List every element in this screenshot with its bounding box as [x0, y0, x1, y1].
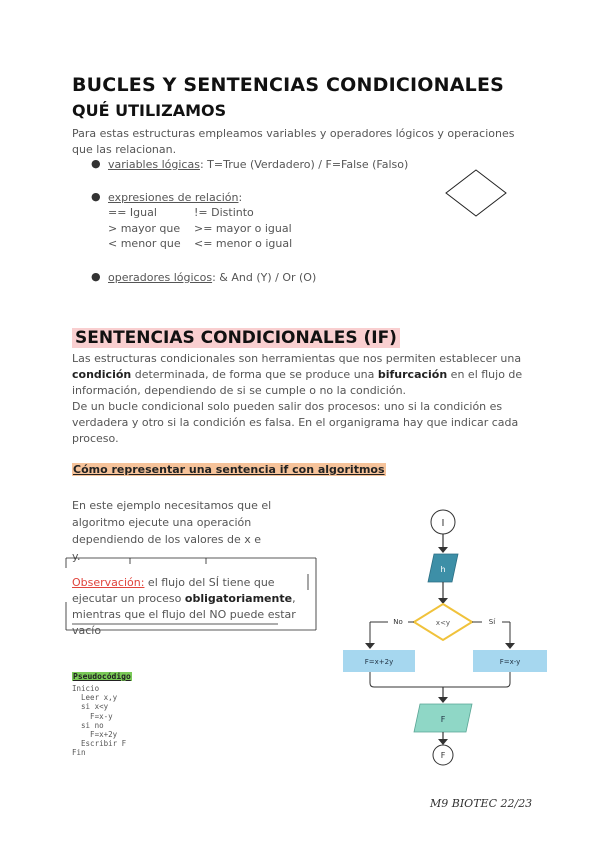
flowchart-process-right-label: F=x-y: [499, 658, 521, 666]
obs-text: el flujo del SÍ tiene que ejecutar un proceso: [72, 576, 275, 605]
operators-label: operadores lógicos: [108, 271, 213, 284]
operators-text: : & And (Y) / Or (O): [212, 271, 317, 284]
howto-heading: Cómo representar una sentencia if con algoritmos: [73, 463, 385, 476]
logic-vars-text: : T=True (Verdadero) / F=False (Falso): [199, 158, 409, 171]
flowchart-decision-label: x<y: [435, 619, 451, 627]
bold-condition: condición: [72, 368, 132, 381]
conditionals-paragraph: [72, 351, 532, 447]
flowchart-yes-label: Sí: [488, 618, 496, 626]
bullet-icon: ●: [91, 190, 101, 203]
relation-b: != Distinto: [194, 206, 254, 219]
bold-bifurcation: bifurcación: [377, 368, 448, 381]
flowchart-start-label: I: [441, 518, 445, 529]
page-title: BUCLES Y SENTENCIAS CONDICIONALES: [72, 74, 505, 96]
obs-text: , mientras que el flujo del NO puede estar vacío: [72, 592, 296, 637]
relation-row: [108, 236, 292, 252]
bold-mandatory: obligatoriamente: [184, 592, 293, 605]
observation-label: Observación:: [72, 576, 145, 589]
section-title-conditionals: SENTENCIAS CONDICIONALES (IF): [72, 328, 400, 348]
relation-a: > mayor que: [108, 221, 181, 235]
list-item-logic-vars: [108, 157, 408, 173]
flowchart: [330, 505, 560, 775]
example-paragraph: En este ejemplo necesitamos que el algoritmo ejecute una operación dependiendo de los valores de x e y.: [72, 499, 272, 563]
relation-b: <= menor o igual: [194, 237, 293, 250]
list-item-relations: [108, 190, 242, 206]
intro-paragraph: Para estas estructuras empleamos variables y operadores lógicos y operaciones que las relacionan.: [72, 127, 515, 156]
relations-colon: :: [238, 191, 243, 204]
para-text: determinada, de forma que se produce una: [131, 368, 378, 381]
relations-table: [108, 205, 292, 252]
relations-label: expresiones de relación: [108, 191, 239, 204]
relation-a: == Igual: [108, 206, 157, 219]
para-text: Las estructuras condicionales son herramientas que nos permiten establecer una: [72, 352, 522, 365]
bullet-icon: ●: [91, 157, 101, 170]
relation-row: [108, 205, 292, 221]
section-title-tools: QUÉ UTILIZAMOS: [72, 101, 227, 120]
pseudocode-label: Pseudocódigo: [73, 672, 131, 681]
list-item-operators: [108, 270, 316, 286]
para-text-2: De un bucle condicional solo pueden salir dos procesos: uno si la condición es verdadera y otro si la condición es falsa. En el organigrama hay que indicar cada proceso.: [72, 400, 519, 445]
logic-vars-label: variables lógicas: [108, 158, 200, 171]
para-text: en el flujo de información, dependiendo de si se cumple o no la condición.: [72, 368, 523, 397]
flowchart-end-label: F: [440, 751, 446, 760]
pseudocode-block: Inicio Leer x,y si x<y F=x-y si no F=x+2y Escribir F Fin: [72, 684, 127, 758]
relation-a: < menor que: [108, 237, 181, 250]
observation-text: [72, 575, 308, 639]
footer-course: M9 BIOTEC 22/23: [430, 797, 533, 810]
bullet-icon: ●: [91, 270, 101, 283]
flowchart-process-left-label: F=x+2y: [364, 658, 394, 666]
relation-row: [108, 221, 292, 237]
flowchart-no-label: No: [393, 618, 403, 626]
relation-b: >= mayor o igual: [194, 221, 292, 235]
flowchart-input-label: h: [440, 565, 446, 574]
flowchart-output-label: F: [440, 715, 446, 724]
diamond-shape-icon: [444, 168, 508, 218]
